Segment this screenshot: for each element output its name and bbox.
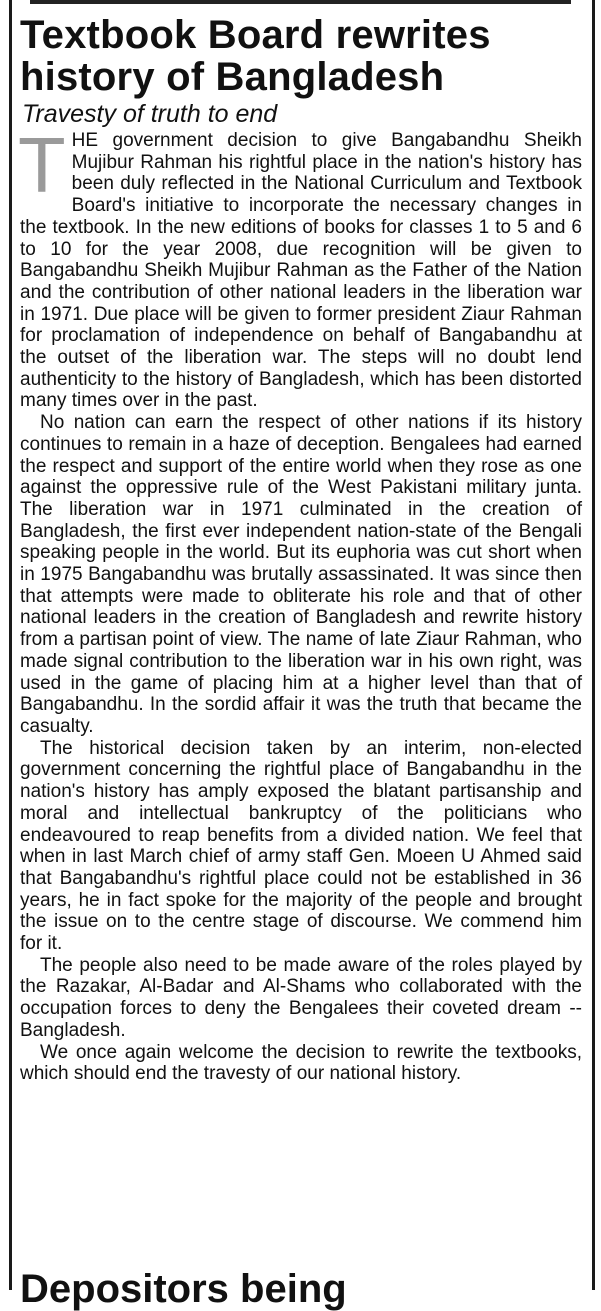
top-rule — [30, 0, 571, 4]
paragraph-2: No nation can earn the respect of other nations if its history continues to remain in a haze of deception. Bengalees had earned the respect and support of the entire world when they rose as one against the oppressive rule of the West Pakistani military junta. The liberation war in 1971 culminated in the creation of Bangladesh, the first ever independent nation-state of the Bengali speaking people in the world. But its euphoria was cut short when in 1975 Bangabandhu was brutally assassinated. It was since then that attempts were made to obliterate his role and that of other national leaders in the creation of Bangladesh and rewrite history from a partisan point of view. The name of late Ziaur Rahman, who made signal contribution to the liberation war in his own right, was used in the game of placing him at a higher level than that of Bangabandhu. In the sordid affair it was the truth that became the casualty. — [20, 412, 582, 737]
article-subheadline: Travesty of truth to end — [22, 100, 278, 128]
paragraph-3: The historical decision taken by an interim, non-elected government concerning the rightful place of Bangabandhu in the nation's history has amply exposed the blatant partisanship and moral and intellectual bankruptcy of the politicians who endeavoured to reap benefits from a divided nation. We feel that when in last March chief of army staff Gen. Moeen U Ahmed said that Bangabandhu's rightful place could not be established in 36 years, he in fact spoke for the majority of the people and brought the issue on to the centre stage of discourse. We commend him for it. — [20, 737, 582, 955]
paragraph-5: We once again welcome the decision to rewrite the textbooks, which should end the travesty of our national history. — [20, 1041, 582, 1085]
paragraph-1 — [18, 121, 582, 412]
column-border-right — [592, 0, 595, 1290]
column-border-left — [9, 0, 12, 1290]
drop-cap: T — [18, 121, 66, 209]
next-article-headline: Depositors being — [20, 1267, 347, 1311]
editorial-article — [20, 14, 582, 1085]
article-headline: Textbook Board rewrites history of Bangladesh — [20, 13, 491, 99]
article-body — [18, 121, 582, 1085]
paragraph-1-text: HE government decision to give Bangabandhu Sheikh Mujibur Rahman his rightful place in the nation's history has been duly reflected in the National Curriculum and Textbook Board's initiative to incorporate the necessary changes in the textbook. In the new editions of books for classes 1 to 5 and 6 to 10 for the year 2008, due recognition will be given to Bangabandhu Sheikh Mujibur Rahman as the Father of the Nation and the contribution of other national leaders in the liberation war in 1971. Due place will be given to former president Ziaur Rahman for proclamation of independence on behalf of Bangabandhu at the outset of the liberation war. The steps will no doubt lend authenticity to the history of Bangladesh, which has been distorted many times over in the past. — [20, 130, 582, 412]
paragraph-4: The people also need to be made aware of the roles played by the Razakar, Al-Badar and Al-Shams who collaborated with the occupation forces to deny the Bengalees their coveted dream -- Bangladesh. — [20, 954, 582, 1041]
